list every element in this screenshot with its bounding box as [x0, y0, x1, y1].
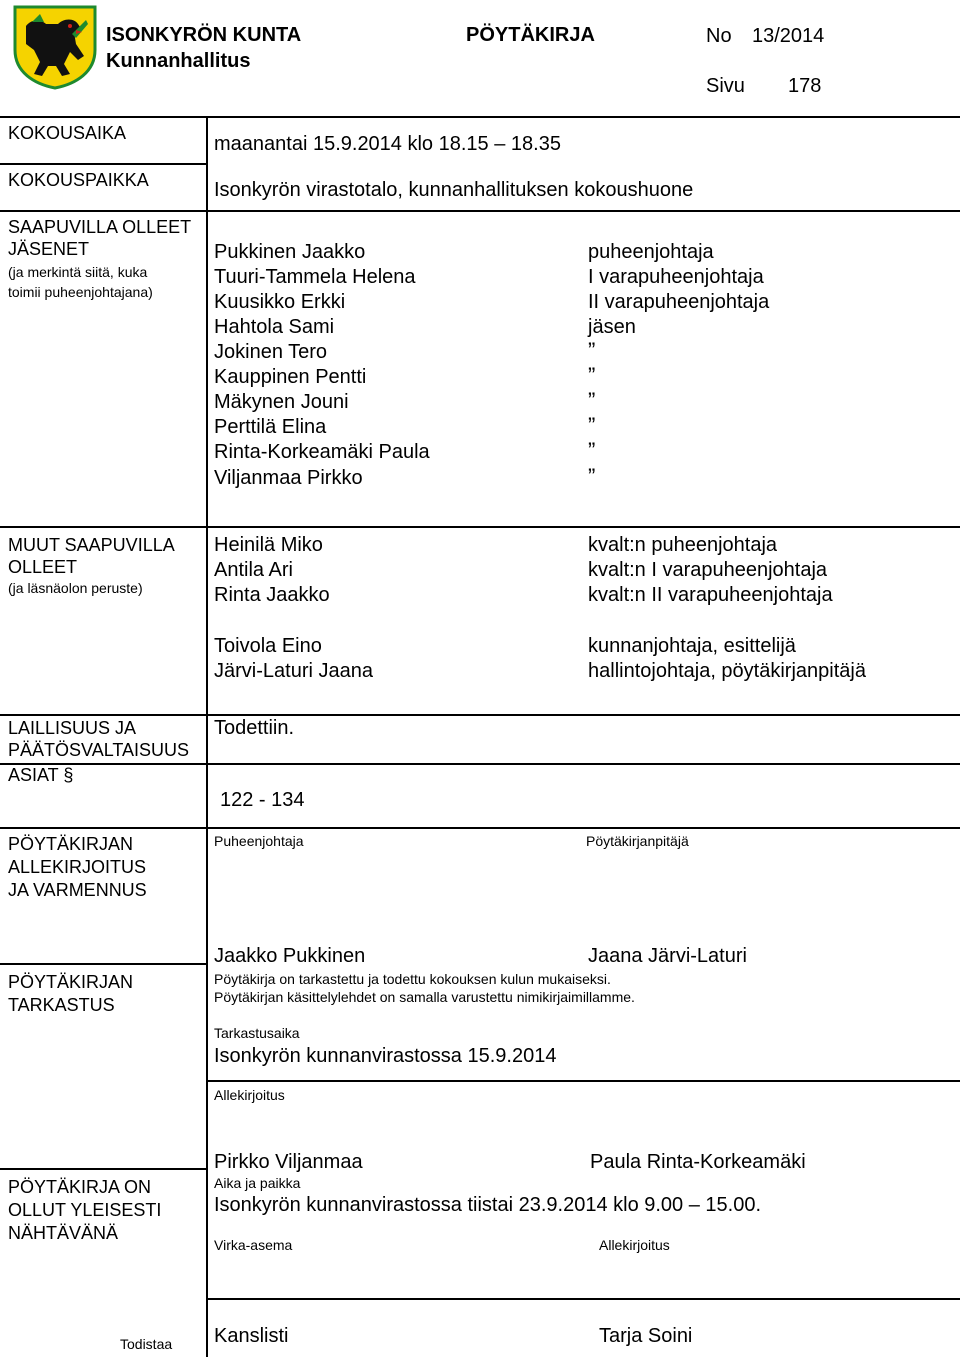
row-divider [0, 714, 960, 716]
attendee-name: Järvi-Laturi Jaana [214, 660, 373, 682]
member-role-ditto: ” [588, 388, 596, 413]
items-label: ASIAT § [8, 765, 74, 785]
legality-label-line2: PÄÄTÖSVALTAISUUS [8, 740, 190, 760]
review-text-line1: Pöytäkirja on tarkastettu ja todettu kokouksen kulun mukaiseksi. [214, 971, 611, 987]
row-divider [207, 1080, 960, 1082]
column-divider [206, 116, 208, 1357]
members-label-line2: JÄSENET [8, 239, 90, 259]
row-divider [0, 163, 207, 165]
public-label-line3: NÄHTÄVÄNÄ [8, 1223, 119, 1243]
attendee-role: kunnanjohtaja, esittelijä [588, 635, 796, 657]
members-note-line1: (ja merkintä siitä, kuka [8, 264, 148, 280]
number-label: No [706, 25, 732, 47]
row-divider [0, 827, 960, 829]
secretary-name: Jaana Järvi-Laturi [588, 945, 747, 967]
members-label-line1: SAAPUVILLA OLLEET [8, 217, 192, 237]
review-signature-label: Allekirjoitus [214, 1087, 285, 1103]
row-divider [0, 210, 960, 212]
row-divider [0, 963, 207, 965]
signer-name: Tarja Soini [599, 1325, 693, 1347]
reviewer-name: Paula Rinta-Korkeamäki [590, 1151, 806, 1173]
chair-label: Puheenjohtaja [214, 833, 304, 849]
attendee-role: kvalt:n puheenjohtaja [588, 534, 778, 556]
certify-label: Todistaa [120, 1336, 173, 1352]
meeting-place-label: KOKOUSPAIKKA [8, 170, 149, 190]
members-note-line2: toimii puheenjohtajana) [8, 284, 153, 300]
review-time-label: Tarkastusaika [214, 1025, 300, 1041]
review-label-line1: PÖYTÄKIRJAN [8, 972, 134, 992]
position-value: Kanslisti [214, 1325, 289, 1347]
member-role-ditto: ” [588, 338, 596, 363]
attendee-name: Heinilä Miko [214, 534, 323, 556]
meeting-time-label: KOKOUSAIKA [8, 123, 127, 143]
signing-label-line3: JA VARMENNUS [8, 880, 147, 900]
member-role-ditto: ” [588, 464, 596, 489]
position-label: Virka-asema [214, 1237, 293, 1253]
review-label-line2: TARKASTUS [8, 995, 115, 1015]
row-divider [0, 526, 960, 528]
legality-label-line1: LAILLISUUS JA [8, 718, 137, 738]
review-time-value: Isonkyrön kunnanvirastossa 15.9.2014 [214, 1045, 557, 1067]
member-name: Mäkynen Jouni [214, 391, 349, 413]
signing-label-line1: PÖYTÄKIRJAN [8, 834, 134, 854]
page-value: 178 [788, 75, 822, 97]
member-name: Kuusikko Erkki [214, 291, 346, 313]
document-type: PÖYTÄKIRJA [466, 24, 595, 46]
member-name: Pukkinen Jaakko [214, 241, 366, 263]
number-value: 13/2014 [752, 25, 825, 47]
row-divider [0, 763, 960, 765]
table-top-border [0, 116, 960, 118]
public-label-line2: OLLUT YLEISESTI [8, 1200, 162, 1220]
member-role-ditto: ” [588, 363, 596, 388]
member-role-ditto: ” [588, 438, 596, 463]
page-label: Sivu [706, 75, 745, 97]
attendee-name: Antila Ari [214, 559, 293, 581]
member-name: Tuuri-Tammela Helena [214, 266, 416, 288]
governing-body: Kunnanhallitus [106, 50, 251, 72]
attendee-role: kvalt:n I varapuheenjohtaja [588, 559, 828, 581]
attendee-role: kvalt:n II varapuheenjohtaja [588, 584, 833, 606]
public-place-value: Isonkyrön kunnanvirastossa tiistai 23.9.2014 klo 9.00 – 15.00. [214, 1194, 762, 1216]
meeting-time-value: maanantai 15.9.2014 klo 18.15 – 18.35 [214, 133, 561, 155]
member-role: I varapuheenjohtaja [588, 266, 764, 288]
member-name: Perttilä Elina [214, 416, 327, 438]
secretary-label: Pöytäkirjanpitäjä [586, 833, 689, 849]
attendee-name: Rinta Jaakko [214, 584, 330, 606]
attendee-name: Toivola Eino [214, 635, 322, 657]
chair-name: Jaakko Pukkinen [214, 945, 366, 967]
row-divider [0, 1168, 207, 1170]
member-name: Hahtola Sami [214, 316, 335, 338]
attendee-role: hallintojohtaja, pöytäkirjanpitäjä [588, 660, 866, 682]
member-name: Kauppinen Pentti [214, 366, 367, 388]
member-name: Viljanmaa Pirkko [214, 467, 363, 489]
others-label-line2: OLLEET [8, 557, 78, 577]
reviewer-name: Pirkko Viljanmaa [214, 1151, 363, 1173]
signing-label-line2: ALLEKIRJOITUS [8, 857, 147, 877]
meeting-place-value: Isonkyrön virastotalo, kunnanhallituksen kokoushuone [214, 179, 694, 201]
legality-value: Todettiin. [214, 717, 295, 739]
member-role-ditto: ” [588, 413, 596, 438]
others-note: (ja läsnäolon peruste) [8, 580, 143, 596]
member-role: jäsen [588, 316, 636, 338]
member-name: Jokinen Tero [214, 341, 328, 363]
items-value: 122 - 134 [220, 789, 305, 811]
public-place-label: Aika ja paikka [214, 1175, 301, 1191]
review-text-line2: Pöytäkirjan käsittelylehdet on samalla varustettu nimikirjaimillamme. [214, 989, 635, 1005]
row-divider [207, 1298, 960, 1300]
member-name: Rinta-Korkeamäki Paula [214, 441, 430, 463]
others-label-line1: MUUT SAAPUVILLA [8, 535, 175, 555]
public-label-line1: PÖYTÄKIRJA ON [8, 1177, 152, 1197]
public-signature-label: Allekirjoitus [599, 1237, 670, 1253]
municipality-name: ISONKYRÖN KUNTA [106, 24, 302, 46]
municipality-coat-of-arms-logo [12, 4, 98, 90]
member-role: puheenjohtaja [588, 241, 714, 263]
member-role: II varapuheenjohtaja [588, 291, 770, 313]
